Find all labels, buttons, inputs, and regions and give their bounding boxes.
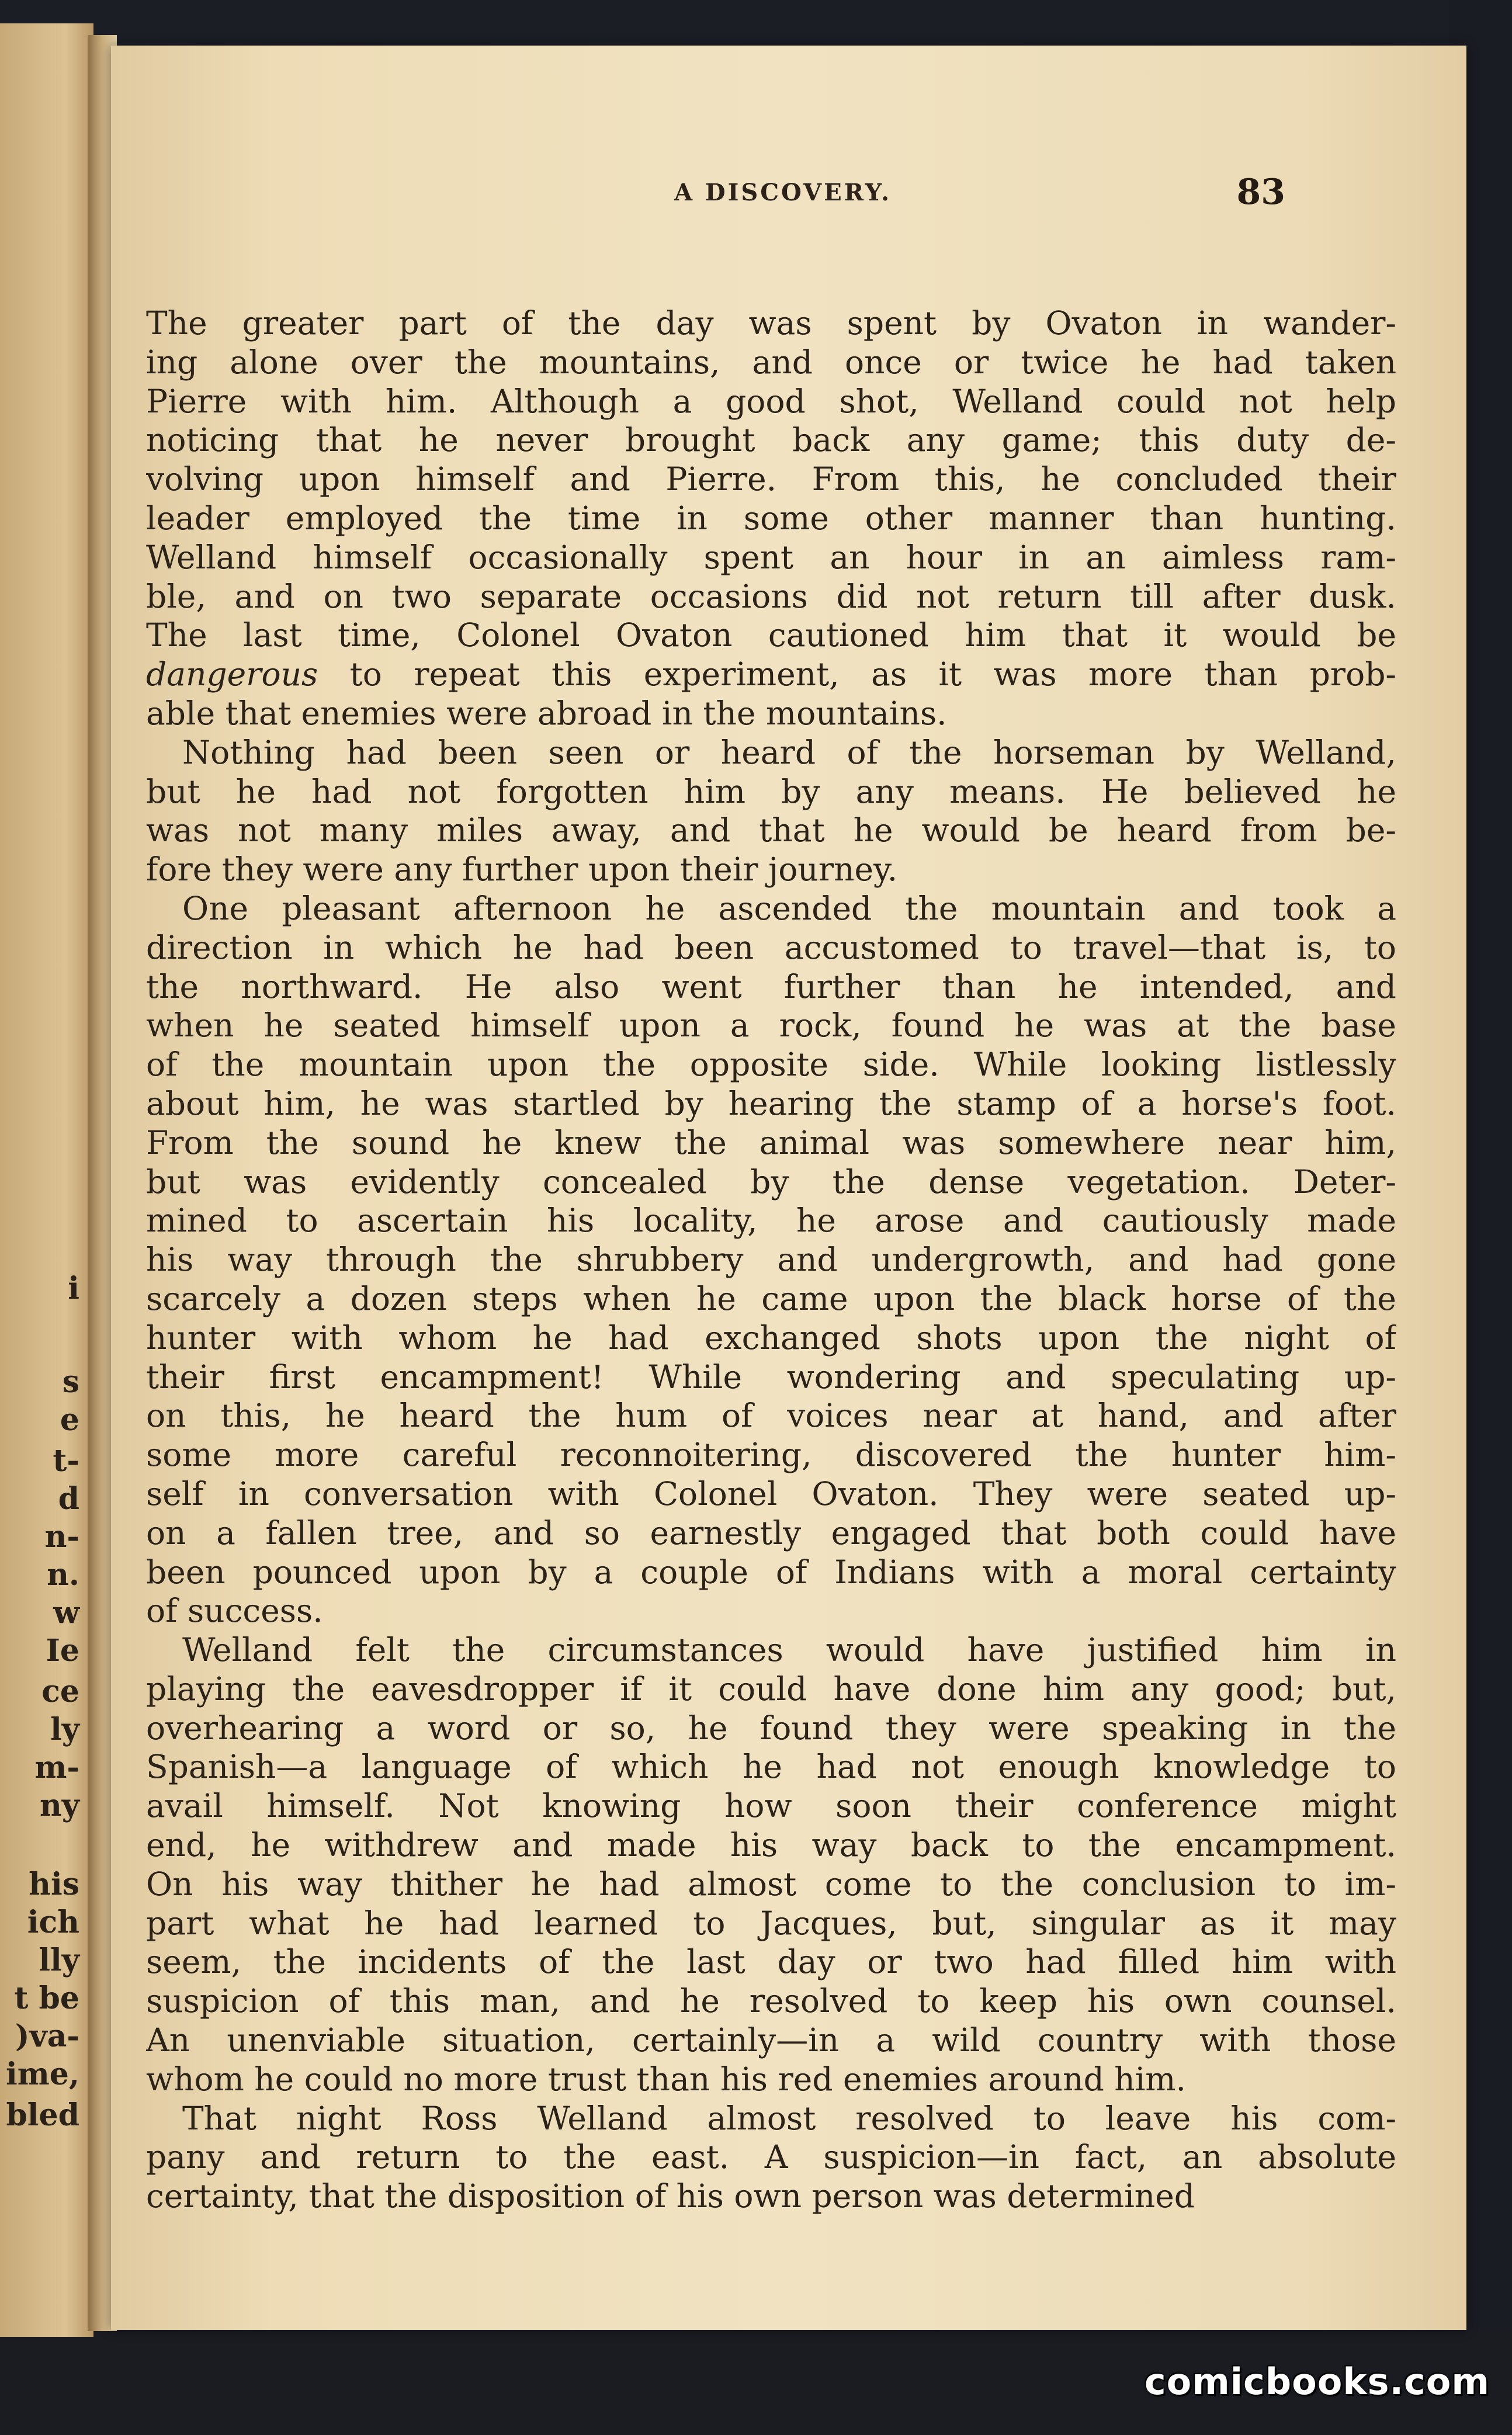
previous-page-text-fragment: his bbox=[29, 1867, 79, 1902]
text-line: One pleasant afternoon he ascended the mountain and took a bbox=[182, 889, 1396, 927]
text-line: part what he had learned to Jacques, but, singular as it may bbox=[146, 1904, 1396, 1942]
paragraph bbox=[146, 2099, 1396, 2216]
text-line: mined to ascertain his locality, he arose and cautiously made bbox=[146, 1202, 1396, 1240]
text-line: on this, he heard the hum of voices near at hand, and after bbox=[146, 1397, 1396, 1435]
paragraph bbox=[146, 1631, 1396, 2099]
previous-page-text-fragment: ce bbox=[41, 1674, 79, 1709]
previous-page-text-fragment: w bbox=[53, 1595, 79, 1631]
text-line: whom he could no more trust than his red enemies around him. bbox=[146, 2060, 1186, 2098]
text-line: self in conversation with Colonel Ovaton. They were seated up- bbox=[146, 1475, 1396, 1513]
text-line: his way through the shrubbery and undergrowth, and had gone bbox=[146, 1241, 1396, 1279]
text-line: about him, he was startled by hearing the stamp of a horse's foot. bbox=[146, 1084, 1396, 1122]
text-line: but was evidently concealed by the dense vegetation. Deter- bbox=[146, 1163, 1396, 1201]
previous-page-text-fragment: n- bbox=[44, 1519, 79, 1555]
text-line: playing the eavesdropper if it could have done him any good; but, bbox=[146, 1670, 1396, 1708]
text-line: ble, and on two separate occasions did not return till after dusk. bbox=[146, 577, 1396, 615]
previous-page-text-fragment: s bbox=[62, 1364, 79, 1400]
text-line: their first encampment! While wondering and speculating up- bbox=[146, 1358, 1396, 1396]
text-line: An unenviable situation, certainly—in a wild country with those bbox=[146, 2021, 1396, 2059]
text-line: overhearing a word or so, he found they were speaking in the bbox=[146, 1709, 1396, 1747]
text-line: Welland himself occasionally spent an hour in an aimless ram- bbox=[146, 538, 1396, 576]
previous-page-text-fragment: ly bbox=[50, 1712, 79, 1747]
text-line: able that enemies were abroad in the mountains. bbox=[146, 694, 947, 732]
watermark: comicbooks.com bbox=[1144, 2360, 1490, 2403]
page-header bbox=[111, 172, 1466, 230]
text-line: leader employed the time in some other manner than hunting. bbox=[146, 499, 1396, 537]
previous-page-text-fragment: ime, bbox=[6, 2056, 79, 2092]
text-line: Pierre with him. Although a good shot, Welland could not help bbox=[146, 382, 1396, 420]
text-line: but he had not forgotten him by any means. He believed he bbox=[146, 772, 1396, 810]
text-line: of success. bbox=[146, 1592, 323, 1630]
book-page bbox=[111, 46, 1466, 2330]
text-line: Welland felt the circumstances would have justified him in bbox=[182, 1631, 1396, 1669]
text-line: dangerous to repeat this experiment, as it was more than prob- bbox=[146, 655, 1396, 693]
previous-page-text-fragment: n. bbox=[47, 1557, 79, 1593]
previous-page-text-fragment: m- bbox=[34, 1750, 79, 1785]
previous-page-text-fragment: t- bbox=[53, 1443, 79, 1479]
previous-page-text-fragment: ich bbox=[27, 1905, 79, 1940]
text-line: The greater part of the day was spent by Ovaton in wander- bbox=[146, 304, 1396, 342]
text-line: some more careful reconnoitering, discovered the hunter him- bbox=[146, 1436, 1396, 1474]
previous-page-text-fragment: Ie bbox=[46, 1633, 79, 1669]
text-line: noticing that he never brought back any game; this duty de- bbox=[146, 421, 1396, 459]
text-line: seem, the incidents of the last day or two had filled him with bbox=[146, 1943, 1396, 1981]
text-line: certainty, that the disposition of his own person was determined bbox=[146, 2177, 1195, 2215]
page-number: 83 bbox=[1236, 172, 1285, 213]
text-line: Nothing had been seen or heard of the horseman by Welland, bbox=[182, 733, 1396, 771]
paragraph bbox=[146, 304, 1396, 733]
text-line: Spanish—a language of which he had not enough knowledge to bbox=[146, 1748, 1396, 1786]
text-line: On his way thither he had almost come to the conclusion to im- bbox=[146, 1865, 1396, 1903]
previous-page-text-fragment: lly bbox=[39, 1943, 79, 1978]
previous-page-text-fragment: i bbox=[68, 1271, 79, 1306]
text-line: That night Ross Welland almost resolved to leave his com- bbox=[182, 2099, 1396, 2137]
previous-page-text-fragment: )va- bbox=[15, 2018, 79, 2054]
paragraph bbox=[146, 889, 1396, 1631]
body-text bbox=[146, 304, 1396, 2216]
text-line: the northward. He also went further than he intended, and bbox=[146, 967, 1396, 1005]
text-line: volving upon himself and Pierre. From this, he concluded their bbox=[146, 460, 1396, 498]
text-line: scarcely a dozen steps when he came upon the black horse of the bbox=[146, 1279, 1396, 1317]
previous-page-text-fragment: bled bbox=[6, 2097, 79, 2133]
previous-page-edge bbox=[0, 23, 93, 2337]
previous-page-text-fragment: t be bbox=[14, 1980, 79, 2016]
text-line: was not many miles away, and that he would be heard from be- bbox=[146, 811, 1396, 849]
previous-page-text-fragment: e bbox=[60, 1402, 79, 1438]
text-line: avail himself. Not knowing how soon their conference might bbox=[146, 1787, 1396, 1825]
text-line: direction in which he had been accustomed to travel—that is, to bbox=[146, 928, 1396, 966]
text-line: on a fallen tree, and so earnestly engaged that both could have bbox=[146, 1514, 1396, 1552]
text-line: pany and return to the east. A suspicion—in fact, an absolute bbox=[146, 2138, 1396, 2176]
previous-page-text-fragment: ny bbox=[39, 1788, 79, 1823]
text-line: From the sound he knew the animal was somewhere near him, bbox=[146, 1123, 1396, 1161]
text-line: ing alone over the mountains, and once or twice he had taken bbox=[146, 343, 1396, 381]
text-line: of the mountain upon the opposite side. While looking listlessly bbox=[146, 1046, 1396, 1084]
text-line: hunter with whom he had exchanged shots upon the night of bbox=[146, 1319, 1396, 1357]
previous-page-text-fragment: d bbox=[58, 1481, 79, 1517]
text-line: when he seated himself upon a rock, found he was at the base bbox=[146, 1007, 1396, 1045]
text-line: end, he withdrew and made his way back to the encampment. bbox=[146, 1826, 1396, 1864]
text-line: been pounced upon by a couple of Indians with a moral certainty bbox=[146, 1553, 1396, 1591]
text-line: The last time, Colonel Ovaton cautioned him that it would be bbox=[146, 616, 1396, 654]
text-line: fore they were any further upon their journey. bbox=[146, 851, 898, 889]
running-head: A DISCOVERY. bbox=[674, 179, 892, 206]
text-line: suspicion of this man, and he resolved to keep his own counsel. bbox=[146, 1982, 1396, 2020]
paragraph bbox=[146, 733, 1396, 889]
